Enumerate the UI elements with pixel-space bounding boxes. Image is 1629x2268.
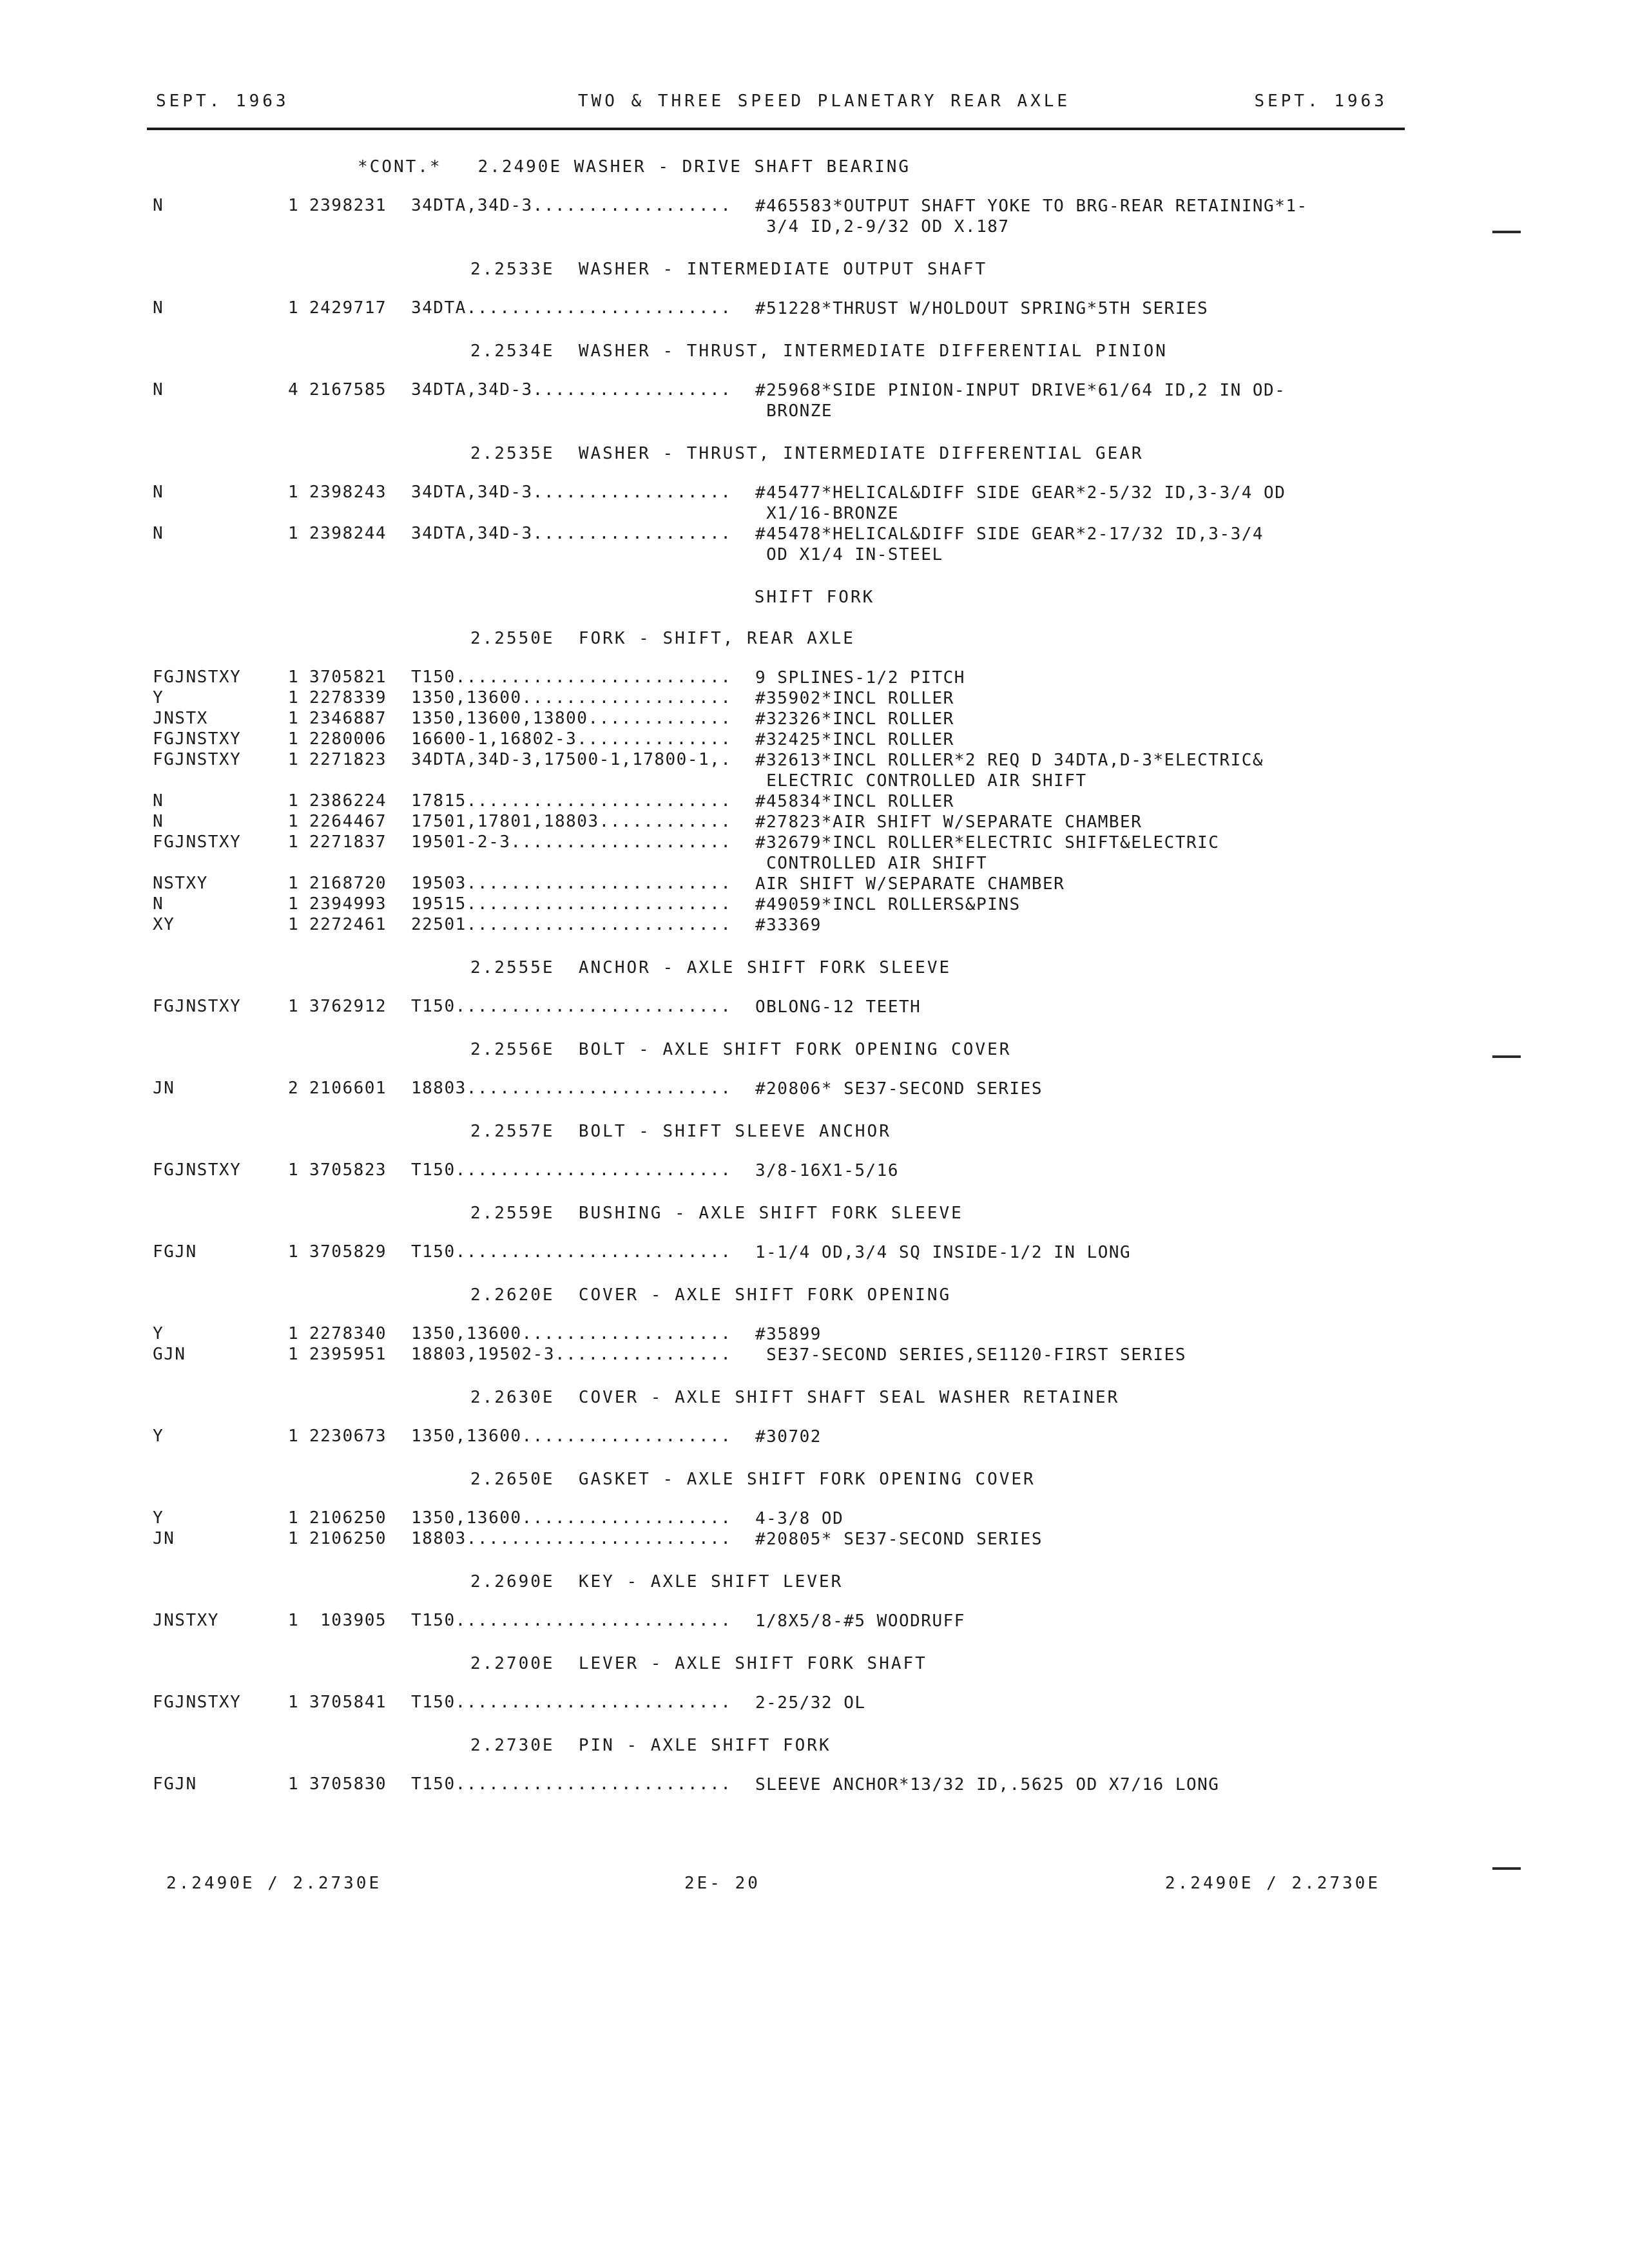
quantity: 1 — [288, 791, 300, 811]
model-code: Y — [153, 688, 164, 707]
model-code: N — [153, 894, 164, 914]
model-list: T150......................... — [411, 1774, 732, 1794]
part-number: 2272461 — [309, 915, 387, 934]
part-description: 1-1/4 OD,3/4 SQ INSIDE-1/2 IN LONG — [755, 1243, 1132, 1262]
quantity: 1 — [288, 894, 300, 914]
part-row — [0, 874, 1629, 894]
part-row — [0, 380, 1629, 441]
quantity: 1 — [288, 1508, 300, 1528]
part-description: 9 SPLINES-1/2 PITCH — [755, 668, 965, 687]
part-row — [0, 524, 1629, 585]
section-heading — [0, 1385, 1629, 1427]
model-code: GJN — [153, 1345, 186, 1364]
section-title: 2.2557E BOLT - SHIFT SLEEVE ANCHOR — [470, 1122, 891, 1141]
part-description: SLEEVE ANCHOR*13/32 ID,.5625 OD X7/16 LONG — [755, 1775, 1220, 1794]
part-description: #20805* SE37-SECOND SERIES — [755, 1530, 1043, 1549]
model-code: JN — [153, 1079, 175, 1098]
part-number: 2280006 — [309, 729, 387, 749]
quantity: 1 — [288, 298, 300, 318]
quantity: 1 — [288, 524, 300, 543]
part-row — [0, 791, 1629, 812]
part-number: 2230673 — [309, 1427, 387, 1446]
part-description: 4-3/8 OD — [755, 1509, 844, 1528]
section-heading — [0, 956, 1629, 997]
model-code: JNSTX — [153, 709, 208, 728]
part-description: SE37-SECOND SERIES,SE1120-FIRST SERIES — [755, 1345, 1186, 1365]
model-code: FGJNSTXY — [153, 997, 242, 1016]
part-row — [0, 1508, 1629, 1529]
header-rule — [147, 128, 1405, 130]
section-heading — [0, 155, 1629, 196]
part-row — [0, 196, 1629, 257]
model-code: N — [153, 298, 164, 318]
quantity: 1 — [288, 729, 300, 749]
model-code: N — [153, 196, 164, 215]
model-list: T150......................... — [411, 1242, 732, 1262]
part-description: #25968*SIDE PINION-INPUT DRIVE*61/64 ID,2 IN OD- BRONZE — [755, 381, 1286, 421]
part-row — [0, 1242, 1629, 1283]
part-description: #45478*HELICAL&DIFF SIDE GEAR*2-17/32 ID,3-3/4 OD X1/4 IN-STEEL — [755, 524, 1264, 564]
section-heading — [0, 257, 1629, 298]
model-list: 1350,13600................... — [411, 688, 732, 707]
section-title: 2.2533E WASHER - INTERMEDIATE OUTPUT SHAFT — [470, 260, 988, 279]
section-title: 2.2555E ANCHOR - AXLE SHIFT FORK SLEEVE — [470, 958, 952, 977]
section-heading — [0, 339, 1629, 380]
part-row — [0, 1427, 1629, 1467]
part-row — [0, 832, 1629, 874]
header-left-date: SEPT. 1963 — [156, 91, 289, 111]
part-number: 3705821 — [309, 668, 387, 687]
part-number: 2429717 — [309, 298, 387, 318]
part-number: 2168720 — [309, 874, 387, 893]
quantity: 1 — [288, 668, 300, 687]
part-row — [0, 1611, 1629, 1651]
part-row — [0, 1079, 1629, 1119]
part-number: 2398231 — [309, 196, 387, 215]
model-code: NSTXY — [153, 874, 208, 893]
header-title: TWO & THREE SPEED PLANETARY REAR AXLE — [577, 91, 1071, 111]
margin-tick-mark — [1492, 1867, 1521, 1870]
section-title: 2.2620E COVER - AXLE SHIFT FORK OPENING — [470, 1285, 952, 1305]
section-title: 2.2535E WASHER - THRUST, INTERMEDIATE DIFFERENTIAL GEAR — [470, 444, 1144, 463]
quantity: 1 — [288, 709, 300, 728]
model-list: 34DTA,34D-3.................. — [411, 380, 732, 399]
part-description: #32326*INCL ROLLER — [755, 709, 954, 729]
part-row — [0, 1529, 1629, 1570]
model-code: FGJNSTXY — [153, 668, 242, 687]
part-number: 2346887 — [309, 709, 387, 728]
quantity: 1 — [288, 832, 300, 852]
part-description: #51228*THRUST W/HOLDOUT SPRING*5TH SERIES — [755, 299, 1209, 318]
model-code: FGJN — [153, 1242, 197, 1262]
part-number: 2264467 — [309, 812, 387, 831]
quantity: 1 — [288, 997, 300, 1016]
part-description: #35902*INCL ROLLER — [755, 689, 954, 708]
part-row — [0, 997, 1629, 1037]
model-list: T150......................... — [411, 1611, 732, 1630]
model-list: 34DTA,34D-3.................. — [411, 196, 732, 215]
margin-tick-mark — [1492, 1055, 1521, 1058]
section-heading — [0, 1037, 1629, 1079]
quantity: 1 — [288, 1529, 300, 1548]
model-code: FGJNSTXY — [153, 832, 242, 852]
model-list: 1350,13600................... — [411, 1324, 732, 1343]
section-heading — [0, 1201, 1629, 1242]
part-description: #465583*OUTPUT SHAFT YOKE TO BRG-REAR RETAINING*1- 3/4 ID,2-9/32 OD X.187 — [755, 197, 1308, 236]
model-list: 34DTA,34D-3.................. — [411, 524, 732, 543]
part-row — [0, 668, 1629, 688]
footer-left-range: 2.2490E / 2.2730E — [166, 1874, 382, 1893]
section-title: 2.2650E GASKET - AXLE SHIFT FORK OPENING COVER — [470, 1470, 1036, 1489]
model-code: Y — [153, 1508, 164, 1528]
part-row — [0, 298, 1629, 339]
part-number: 2394993 — [309, 894, 387, 914]
model-list: T150......................... — [411, 1693, 732, 1712]
part-row — [0, 709, 1629, 729]
part-row — [0, 729, 1629, 750]
part-description: AIR SHIFT W/SEPARATE CHAMBER — [755, 874, 1065, 894]
part-number: 2106250 — [309, 1508, 387, 1528]
part-description: #49059*INCL ROLLERS&PINS — [755, 895, 1021, 914]
section-heading — [0, 1733, 1629, 1774]
part-number: 3705841 — [309, 1693, 387, 1712]
part-row — [0, 483, 1629, 524]
part-description: #45834*INCL ROLLER — [755, 792, 954, 811]
model-code: FGJN — [153, 1774, 197, 1794]
model-list: 1350,13600,13800............. — [411, 709, 732, 728]
model-list: 34DTA,34D-3,17500-1,17800-1,. — [411, 750, 732, 769]
model-list: 1350,13600................... — [411, 1508, 732, 1528]
footer-right-range: 2.2490E / 2.2730E — [1165, 1874, 1381, 1893]
model-list: 19501-2-3.................... — [411, 832, 732, 852]
model-code: N — [153, 524, 164, 543]
part-number: 103905 — [309, 1611, 387, 1630]
part-number: 3705823 — [309, 1160, 387, 1180]
section-title: 2.2534E WASHER - THRUST, INTERMEDIATE DIFFERENTIAL PINION — [470, 341, 1168, 361]
part-row — [0, 688, 1629, 709]
model-code: N — [153, 380, 164, 399]
part-number: 3705829 — [309, 1242, 387, 1262]
section-title: 2.2550E FORK - SHIFT, REAR AXLE — [470, 629, 855, 648]
section-heading — [0, 626, 1629, 668]
part-number: 2278339 — [309, 688, 387, 707]
part-row — [0, 1324, 1629, 1345]
part-description: #27823*AIR SHIFT W/SEPARATE CHAMBER — [755, 812, 1142, 832]
model-list: T150......................... — [411, 1160, 732, 1180]
model-list: 17815........................ — [411, 791, 732, 811]
part-row — [0, 894, 1629, 915]
model-list: 19503........................ — [411, 874, 732, 893]
parts-list — [0, 155, 1629, 1815]
part-number: 2386224 — [309, 791, 387, 811]
section-title: 2.2700E LEVER - AXLE SHIFT FORK SHAFT — [470, 1654, 927, 1673]
quantity: 1 — [288, 1242, 300, 1262]
model-code: FGJNSTXY — [153, 1693, 242, 1712]
section-heading — [0, 441, 1629, 483]
part-number: 3705830 — [309, 1774, 387, 1794]
section-title: SHIFT FORK — [754, 588, 875, 607]
section-heading — [0, 1651, 1629, 1693]
part-number: 3762912 — [309, 997, 387, 1016]
model-code: JN — [153, 1529, 175, 1548]
part-description: #32425*INCL ROLLER — [755, 730, 954, 749]
section-heading — [0, 1283, 1629, 1324]
quantity: 1 — [288, 196, 300, 215]
part-number: 2395951 — [309, 1345, 387, 1364]
quantity: 1 — [288, 915, 300, 934]
model-code: FGJNSTXY — [153, 750, 242, 769]
quantity: 1 — [288, 1324, 300, 1343]
part-number: 2271837 — [309, 832, 387, 852]
section-title: 2.2730E PIN - AXLE SHIFT FORK — [470, 1736, 831, 1755]
quantity: 1 — [288, 483, 300, 502]
part-row — [0, 750, 1629, 791]
model-list: 1350,13600................... — [411, 1427, 732, 1446]
section-title: 2.2559E BUSHING - AXLE SHIFT FORK SLEEVE — [470, 1204, 963, 1223]
model-code: N — [153, 791, 164, 811]
part-description: 3/8-16X1-5/16 — [755, 1161, 899, 1180]
model-list: T150......................... — [411, 668, 732, 687]
model-list: 22501........................ — [411, 915, 732, 934]
quantity: 1 — [288, 1160, 300, 1180]
section-title: 2.2556E BOLT - AXLE SHIFT FORK OPENING COVER — [470, 1040, 1012, 1059]
part-description: #45477*HELICAL&DIFF SIDE GEAR*2-5/32 ID,3-3/4 OD X1/16-BRONZE — [755, 483, 1286, 523]
part-number: 2167585 — [309, 380, 387, 399]
quantity: 1 — [288, 1693, 300, 1712]
section-title: *CONT.* 2.2490E WASHER - DRIVE SHAFT BEARING — [358, 157, 911, 177]
part-row — [0, 1345, 1629, 1385]
quantity: 1 — [288, 688, 300, 707]
part-description: #32679*INCL ROLLER*ELECTRIC SHIFT&ELECTRIC CONTROLLED AIR SHIFT — [755, 833, 1220, 873]
part-number: 2398243 — [309, 483, 387, 502]
model-list: 19515........................ — [411, 894, 732, 914]
model-code: N — [153, 812, 164, 831]
model-code: FGJNSTXY — [153, 1160, 242, 1180]
model-list: 34DTA,34D-3.................. — [411, 483, 732, 502]
model-list: 17501,17801,18803............ — [411, 812, 732, 831]
part-number: 2271823 — [309, 750, 387, 769]
quantity: 1 — [288, 874, 300, 893]
quantity: 1 — [288, 812, 300, 831]
quantity: 1 — [288, 1774, 300, 1794]
quantity: 1 — [288, 750, 300, 769]
part-row — [0, 1693, 1629, 1733]
model-list: 34DTA........................ — [411, 298, 732, 318]
section-heading — [0, 585, 1629, 626]
part-description: #30702 — [755, 1427, 822, 1446]
model-list: 18803,19502-3................ — [411, 1345, 732, 1364]
part-row — [0, 915, 1629, 956]
section-title: 2.2690E KEY - AXLE SHIFT LEVER — [470, 1572, 843, 1591]
model-code: Y — [153, 1324, 164, 1343]
section-heading — [0, 1119, 1629, 1160]
model-code: Y — [153, 1427, 164, 1446]
part-number: 2398244 — [309, 524, 387, 543]
quantity: 1 — [288, 1345, 300, 1364]
quantity: 4 — [288, 380, 300, 399]
section-heading — [0, 1467, 1629, 1508]
model-code: XY — [153, 915, 175, 934]
margin-tick-mark — [1492, 231, 1521, 233]
part-number: 2106250 — [309, 1529, 387, 1548]
part-number: 2278340 — [309, 1324, 387, 1343]
model-code: FGJNSTXY — [153, 729, 242, 749]
section-title: 2.2630E COVER - AXLE SHIFT SHAFT SEAL WASHER RETAINER — [470, 1388, 1120, 1407]
quantity: 1 — [288, 1427, 300, 1446]
section-heading — [0, 1570, 1629, 1611]
footer-page-number: 2E- 20 — [684, 1874, 760, 1893]
header-right-date: SEPT. 1963 — [1254, 91, 1387, 111]
quantity: 2 — [288, 1079, 300, 1098]
quantity: 1 — [288, 1611, 300, 1630]
model-list: 18803........................ — [411, 1079, 732, 1098]
part-description: #32613*INCL ROLLER*2 REQ D 34DTA,D-3*ELECTRIC& ELECTRIC CONTROLLED AIR SHIFT — [755, 751, 1264, 791]
model-list: 18803........................ — [411, 1529, 732, 1548]
model-list: T150......................... — [411, 997, 732, 1016]
part-description: 2-25/32 OL — [755, 1693, 866, 1713]
part-row — [0, 1160, 1629, 1201]
model-list: 16600-1,16802-3.............. — [411, 729, 732, 749]
part-row — [0, 1774, 1629, 1815]
part-number: 2106601 — [309, 1079, 387, 1098]
part-row — [0, 812, 1629, 832]
part-description: 1/8X5/8-#5 WOODRUFF — [755, 1611, 965, 1631]
part-description: OBLONG-12 TEETH — [755, 997, 921, 1017]
part-description: #20806* SE37-SECOND SERIES — [755, 1079, 1043, 1099]
part-description: #35899 — [755, 1325, 822, 1344]
model-code: JNSTXY — [153, 1611, 219, 1630]
part-description: #33369 — [755, 916, 822, 935]
model-code: N — [153, 483, 164, 502]
